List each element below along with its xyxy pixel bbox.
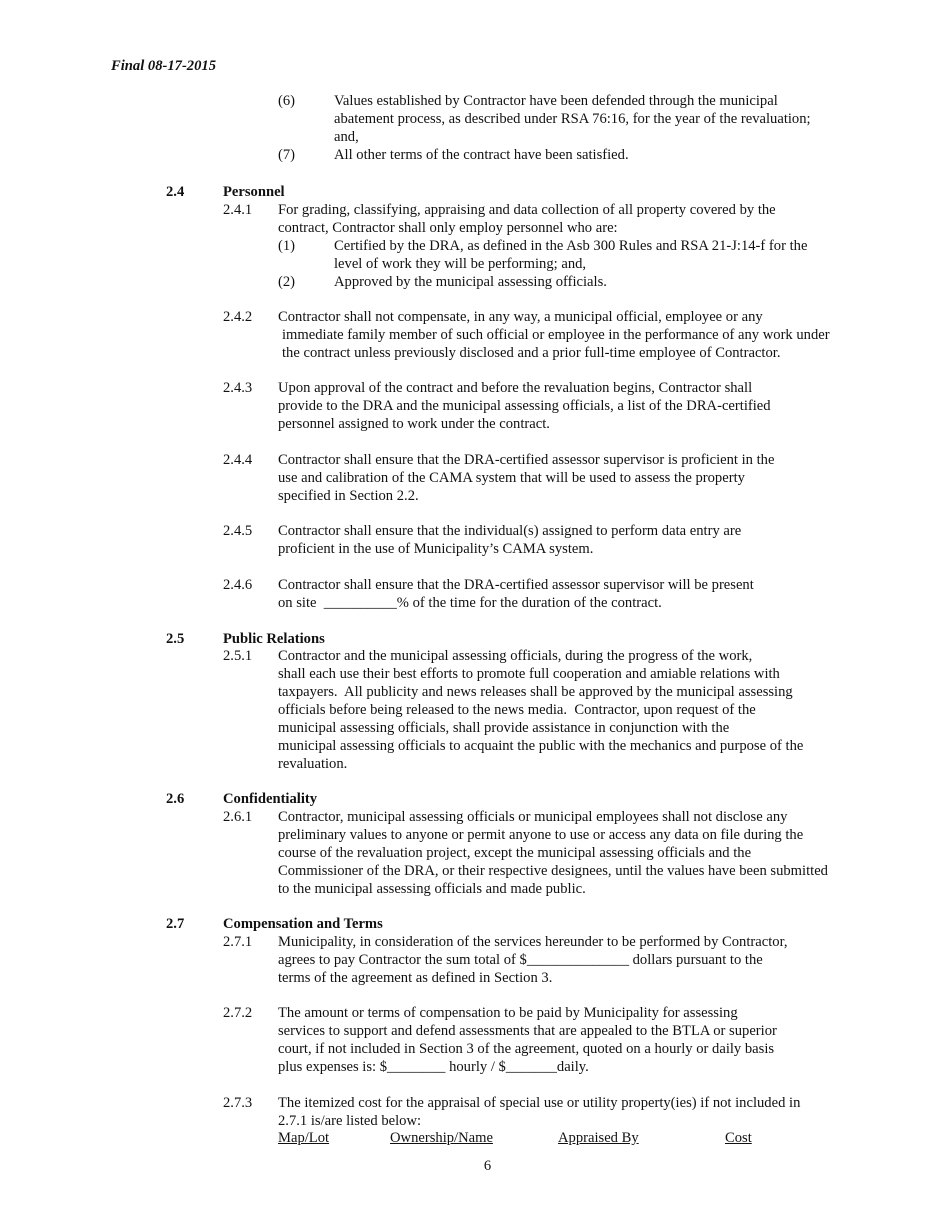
document-header: Final 08-17-2015 xyxy=(111,58,216,74)
section-number: 2.6 xyxy=(166,791,185,807)
subsection-number: 2.5.1 xyxy=(223,648,253,664)
section-title: Personnel xyxy=(223,184,285,200)
section-number: 2.4 xyxy=(166,184,185,200)
table-header-cost: Cost xyxy=(725,1130,752,1146)
table-header-map-lot: Map/Lot xyxy=(278,1130,330,1146)
item-number: (2) xyxy=(278,274,296,290)
paragraph: Contractor shall ensure that the DRA-certified assessor supervisor will be present on site __________% of the time for the duration of the contract. xyxy=(278,577,754,611)
subsection-number: 2.4.2 xyxy=(223,309,253,325)
paragraph: For grading, classifying, appraising and data collection of all property covered by the contract, Contractor shall only employ personnel who are: xyxy=(278,202,776,236)
section-number: 2.7 xyxy=(166,916,185,932)
table-header-appraised-by: Appraised By xyxy=(558,1130,639,1146)
paragraph: The amount or terms of compensation to be paid by Municipality for assessing services to support and defend assessments that are appealed to the BTLA or superior court, if not included in Section 3 of the agreement, quoted on a hourly or daily basis plus expenses is: $________ hourly / $_______daily. xyxy=(278,1005,777,1075)
subsection-number: 2.4.1 xyxy=(223,202,253,218)
item-text: All other terms of the contract have been satisfied. xyxy=(334,147,629,163)
section-number: 2.5 xyxy=(166,631,185,647)
item-text: Certified by the DRA, as defined in the Asb 300 Rules and RSA 21-J:14-f for the level of work they will be performing; and, xyxy=(334,238,808,272)
paragraph: Contractor shall ensure that the individual(s) assigned to perform data entry are proficient in the use of Municipality’s CAMA system. xyxy=(278,523,742,557)
paragraph: Contractor shall ensure that the DRA-certified assessor supervisor is proficient in the use and calibration of the CAMA system that will be used to assess the property specified in Section 2.2. xyxy=(278,452,775,504)
paragraph: Upon approval of the contract and before the revaluation begins, Contractor shall provide to the DRA and the municipal assessing officials, a list of the DRA-certified personnel assigned to work under the contract. xyxy=(278,380,771,432)
section-title: Confidentiality xyxy=(223,791,318,807)
paragraph: Contractor shall not compensate, in any way, a municipal official, employee or any immediate family member of such official or employee in the performance of any work under the contract unless previously disclosed and a prior full-time employee of Contractor. xyxy=(278,309,830,361)
subsection-number: 2.4.5 xyxy=(223,523,253,539)
section-title: Compensation and Terms xyxy=(223,916,383,932)
item-number: (7) xyxy=(278,147,296,163)
item-text: Values established by Contractor have been defended through the municipal abatement process, as described under RSA 76:16, for the year of the revaluation; and, xyxy=(334,93,811,145)
subsection-number: 2.7.1 xyxy=(223,934,253,950)
subsection-number: 2.4.3 xyxy=(223,380,253,396)
paragraph: Contractor and the municipal assessing officials, during the progress of the work, shall each use their best efforts to promote full cooperation and amiable relations with taxpayers. All publicity and news releases shall be approved by the municipal assessing officials before being released to the news media. Contractor, upon request of the municipal assessing officials, shall provide assistance in conjunction with the municipal assessing officials to acquaint the public with the mechanics and purpose of the revaluation. xyxy=(278,648,804,772)
table-header-ownership-name: Ownership/Name xyxy=(390,1130,493,1146)
section-title: Public Relations xyxy=(223,631,325,647)
item-number: (1) xyxy=(278,238,296,254)
subsection-number: 2.6.1 xyxy=(223,809,253,825)
paragraph: The itemized cost for the appraisal of special use or utility property(ies) if not included in 2.7.1 is/are listed below: xyxy=(278,1095,801,1129)
item-text: Approved by the municipal assessing officials. xyxy=(334,274,607,290)
subsection-number: 2.7.2 xyxy=(223,1005,253,1021)
page-number: 6 xyxy=(483,1158,492,1174)
subsection-number: 2.4.4 xyxy=(223,452,253,468)
paragraph: Contractor, municipal assessing officials or municipal employees shall not disclose any preliminary values to anyone or permit anyone to use or access any data on file during the course of the revaluation project, except the municipal assessing officials and the Commissioner of the DRA, or their respective designees, until the values have been submitted to the municipal assessing officials and made public. xyxy=(278,809,828,897)
subsection-number: 2.7.3 xyxy=(223,1095,253,1111)
paragraph: Municipality, in consideration of the services hereunder to be performed by Contractor, agrees to pay Contractor the sum total of $______________ dollars pursuant to the terms of the agreement as defined in Section 3. xyxy=(278,934,788,986)
subsection-number: 2.4.6 xyxy=(223,577,253,593)
item-number: (6) xyxy=(278,93,296,109)
